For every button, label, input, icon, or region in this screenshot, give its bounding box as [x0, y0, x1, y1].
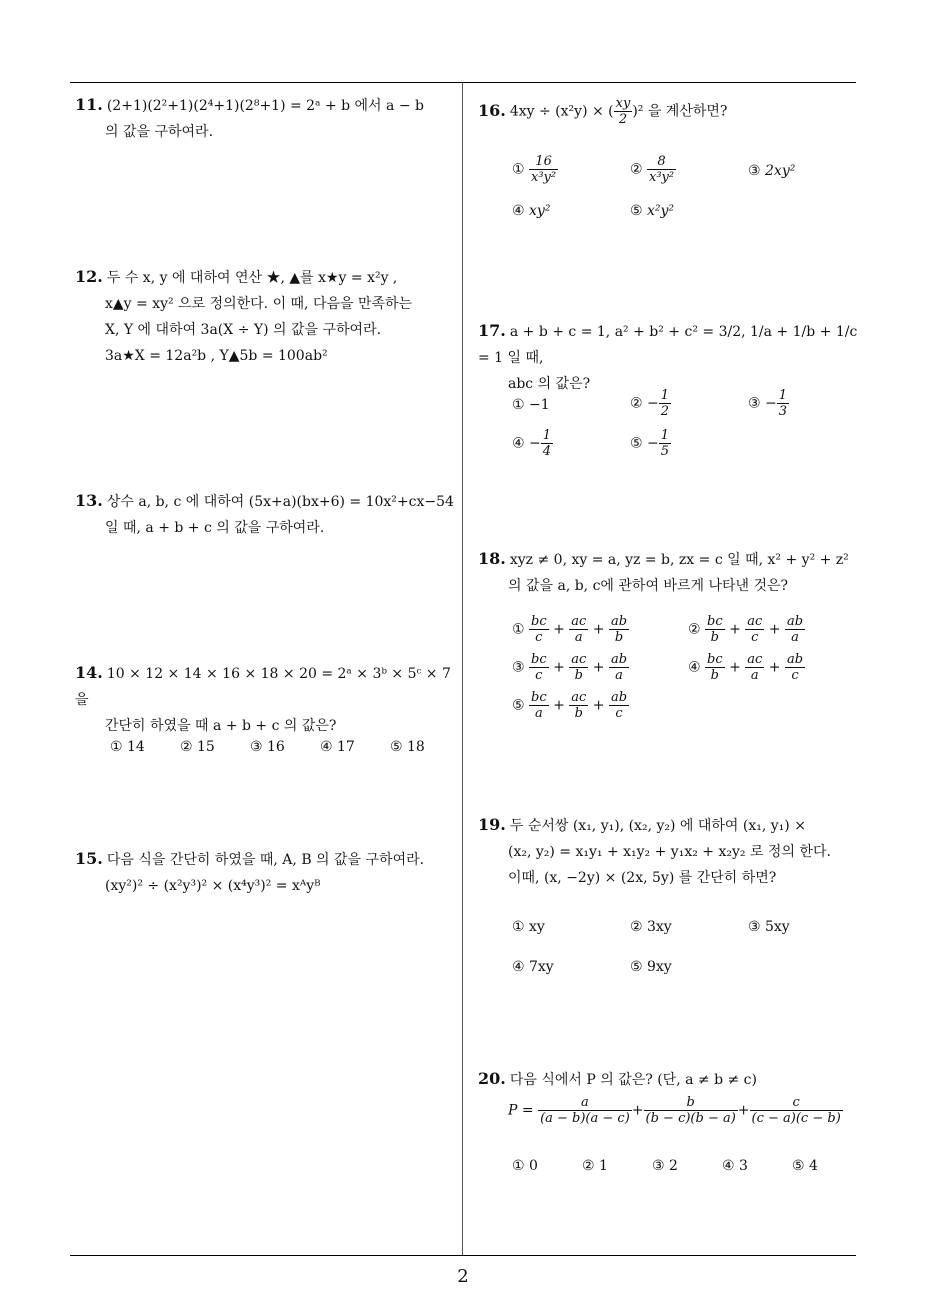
question-15 — [75, 846, 460, 899]
choice[interactable]: ③ 2 — [652, 1158, 678, 1174]
question-text: 일 때, a + b + c 의 값을 구하여라. — [105, 520, 325, 536]
choice[interactable]: ① $\frac{16}{\text{x³y²}}$ — [512, 154, 557, 185]
question-19 — [478, 812, 860, 891]
choice[interactable]: ③ 16 — [250, 739, 285, 755]
question-text: 상수 a, b, c 에 대하여 (5x+a)(bx+6) = 10x²+cx−54 — [106, 494, 454, 510]
fraction: $\frac{xy}{2}$ — [615, 96, 631, 127]
question-number: 17. — [478, 321, 506, 340]
question-equation: P = $\frac{a}{(a - b)(a - c)}$ + $\frac{b}{(b - c)(b - a)}$ + $\frac{c}{(c - a)(c - b)}$ — [508, 1095, 841, 1126]
question-text: (x₂, y₂) = x₁y₁ + x₁y₂ + y₁x₂ + x₂y₂ 로 정의 한다. — [508, 844, 831, 860]
choice[interactable]: ⑤ 9xy — [630, 959, 672, 975]
choice[interactable]: ② 1 — [582, 1158, 608, 1174]
choice[interactable]: ① 0 — [512, 1158, 538, 1174]
top-rule — [70, 82, 856, 83]
choices-18 — [512, 614, 852, 734]
choice[interactable]: ① −1 — [512, 397, 550, 413]
choice[interactable]: ② 3xy — [630, 919, 672, 935]
choice[interactable]: ④ $\frac{bc}{b}$ + $\frac{ac}{a}$ + $\frac{ab}{c}$ — [688, 652, 804, 683]
choice[interactable]: ⑤ 18 — [390, 739, 425, 755]
question-number: 19. — [478, 815, 506, 834]
choice[interactable]: ⑤ − $\frac{1}{5}$ — [630, 428, 670, 459]
question-text: 다음 식을 간단히 하였을 때, A, B 의 값을 구하여라. — [106, 852, 425, 868]
choice[interactable]: ② − $\frac{1}{2}$ — [630, 388, 670, 419]
choices-19 — [512, 916, 852, 986]
choice[interactable]: ① xy — [512, 919, 545, 935]
question-17 — [478, 318, 860, 397]
question-text: 두 순서쌍 (x₁, y₁), (x₂, y₂) 에 대하여 (x₁, y₁) × — [509, 818, 806, 834]
question-text: xyz ≠ 0, xy = a, yz = b, zx = c 일 때, x² + y² + z² — [509, 552, 849, 568]
choice[interactable]: ③ $\frac{bc}{c}$ + $\frac{ac}{b}$ + $\frac{ab}{a}$ — [512, 652, 628, 683]
question-18 — [478, 546, 860, 599]
question-text: 다음 식에서 P 의 값은? (단, a ≠ b ≠ c) — [509, 1072, 757, 1088]
question-text: abc 의 값은? — [508, 376, 591, 392]
choice[interactable]: ⑤ 4 — [792, 1158, 818, 1174]
choice[interactable]: ⑤ $\frac{bc}{a}$ + $\frac{ac}{b}$ + $\frac{ab}{c}$ — [512, 690, 628, 721]
question-number: 11. — [75, 95, 103, 114]
question-number: 15. — [75, 849, 103, 868]
choices-17 — [512, 388, 852, 468]
question-text-a: 4xy ÷ (x²y) × ( — [509, 103, 614, 120]
question-13 — [75, 488, 460, 541]
choice[interactable]: ③ 5xy — [748, 919, 790, 935]
choice[interactable]: ⑤ x²y² — [630, 203, 675, 219]
question-text: X, Y 에 대하여 3a(X ÷ Y) 의 값을 구하여라. — [105, 322, 382, 338]
question-text: 의 값을 구하여라. — [105, 124, 214, 140]
question-11 — [75, 92, 460, 145]
question-number: 14. — [75, 663, 103, 682]
question-text: 의 값을 a, b, c에 관하여 바르게 나타낸 것은? — [508, 578, 789, 594]
question-condition: 3a★X = 12a²b , Y▲5b = 100ab² — [105, 348, 328, 364]
choice[interactable]: ③ − $\frac{1}{3}$ — [748, 388, 788, 419]
question-text: 두 수 x, y 에 대하여 연산 ★, ▲를 x★y = x²y , — [106, 270, 398, 286]
question-12 — [75, 264, 460, 369]
question-text: 10 × 12 × 14 × 16 × 18 × 20 = 2ᵃ × 3ᵇ × 5ᶜ × 7 을 — [75, 666, 451, 708]
bottom-rule — [70, 1255, 856, 1256]
question-14 — [75, 660, 460, 739]
choice[interactable]: ① 14 — [110, 739, 145, 755]
choice[interactable]: ① $\frac{bc}{c}$ + $\frac{ac}{a}$ + $\frac{ab}{b}$ — [512, 614, 628, 645]
question-text-b: )² 을 계산하면? — [632, 103, 728, 120]
choice[interactable]: ④ 7xy — [512, 959, 554, 975]
choice[interactable]: ④ xy² — [512, 203, 551, 219]
question-text: a + b + c = 1, a² + b² + c² = 3/2, 1/a + 1/b + 1/c = 1 일 때, — [478, 324, 858, 366]
choice[interactable]: ④ 17 — [320, 739, 355, 755]
question-number: 18. — [478, 549, 506, 568]
question-text: (2+1)(2²+1)(2⁴+1)(2⁸+1) = 2ᵃ + b 에서 a − b — [106, 98, 424, 114]
question-16 — [478, 96, 858, 127]
question-text: x▲y = xy² 으로 정의한다. 이 때, 다음을 만족하는 — [105, 296, 413, 312]
question-number: 13. — [75, 491, 103, 510]
choice[interactable]: ④ − $\frac{1}{4}$ — [512, 428, 552, 459]
choices-16 — [512, 150, 852, 230]
question-20 — [478, 1066, 860, 1126]
question-number: 16. — [478, 100, 506, 120]
choice[interactable]: ② 15 — [180, 739, 215, 755]
question-equation: (xy²)² ÷ (x²y³)² × (x⁴y³)² = xᴬyᴮ — [105, 878, 321, 894]
page-number: 2 — [457, 1266, 469, 1287]
choice[interactable]: ④ 3 — [722, 1158, 748, 1174]
question-text: 이때, (x, −2y) × (2x, 5y) 를 간단히 하면? — [508, 870, 777, 886]
choice[interactable]: ② $\frac{bc}{b}$ + $\frac{ac}{c}$ + $\frac{ab}{a}$ — [688, 614, 804, 645]
choice[interactable]: ② $\frac{8}{\text{x³y²}}$ — [630, 154, 675, 185]
question-number: 12. — [75, 267, 103, 286]
question-text: 간단히 하였을 때 a + b + c 의 값은? — [105, 718, 337, 734]
choice[interactable]: ③ 2xy² — [748, 163, 796, 179]
column-divider — [462, 83, 463, 1255]
question-number: 20. — [478, 1069, 506, 1088]
